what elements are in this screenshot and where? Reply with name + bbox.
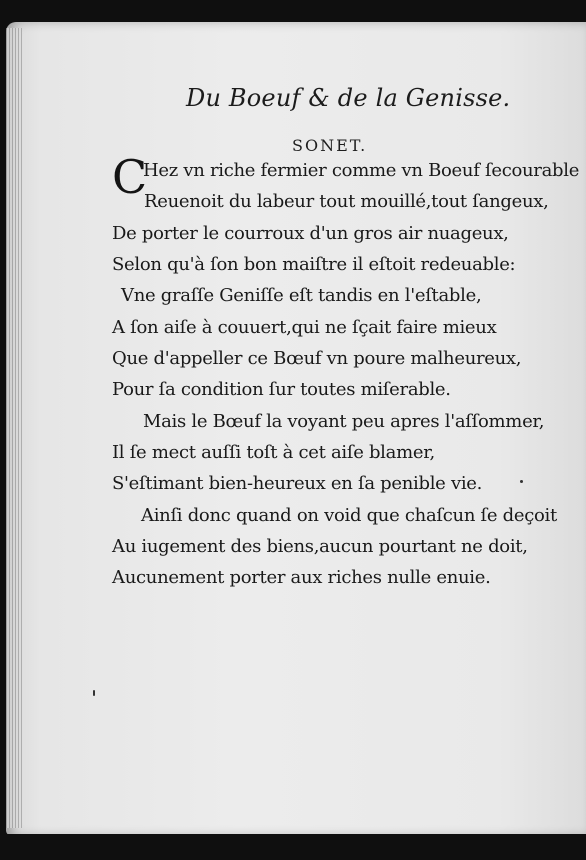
poem-line-10: Il ſe mect auſſi toſt à cet aiſe blamer, xyxy=(112,442,435,463)
poem-line-1: Hez vn riche fermier comme vn Boeuf ſecourable xyxy=(143,160,580,181)
poem-line-9: Mais le Bœuf la voyant peu apres l'aſſommer, xyxy=(143,411,545,432)
poem-line-3: De porter le courroux d'un gros air nuageux, xyxy=(112,223,509,244)
poem-line-6: A ſon aiſe à couuert,qui ne ſçait faire mieux xyxy=(112,317,497,338)
poem-line-5: Vne graſſe Geniſſe eſt tandis en l'eſtable, xyxy=(121,285,482,306)
poem-line-7: Que d'appeller ce Bœuf vn poure malheureux, xyxy=(112,348,522,369)
poem-line-2: Reuenoit du labeur tout mouillé,tout ſangeux, xyxy=(144,191,549,212)
ink-speck xyxy=(520,480,523,483)
poem-heading: SONET. xyxy=(292,136,368,155)
page-gutter xyxy=(6,28,22,828)
page-title: Du Boeuf & de la Genisse. xyxy=(186,84,511,112)
drop-cap: C xyxy=(112,150,148,204)
poem-line-13: Au iugement des biens,aucun pourtant ne doit, xyxy=(112,536,528,557)
ink-speck xyxy=(93,690,95,696)
poem-line-8: Pour ſa condition ſur toutes miſerable. xyxy=(112,379,451,400)
scan-bottom-edge xyxy=(0,834,586,860)
poem-line-12: Ainſi donc quand on void que chaſcun ſe deçoit xyxy=(141,505,557,526)
poem-line-14: Aucunement porter aux riches nulle enuie. xyxy=(112,567,491,588)
poem-line-11: S'eſtimant bien-heureux en ſa penible vie. xyxy=(112,473,483,494)
poem-line-4: Selon qu'à ſon bon maiſtre il eſtoit redeuable: xyxy=(112,254,516,275)
